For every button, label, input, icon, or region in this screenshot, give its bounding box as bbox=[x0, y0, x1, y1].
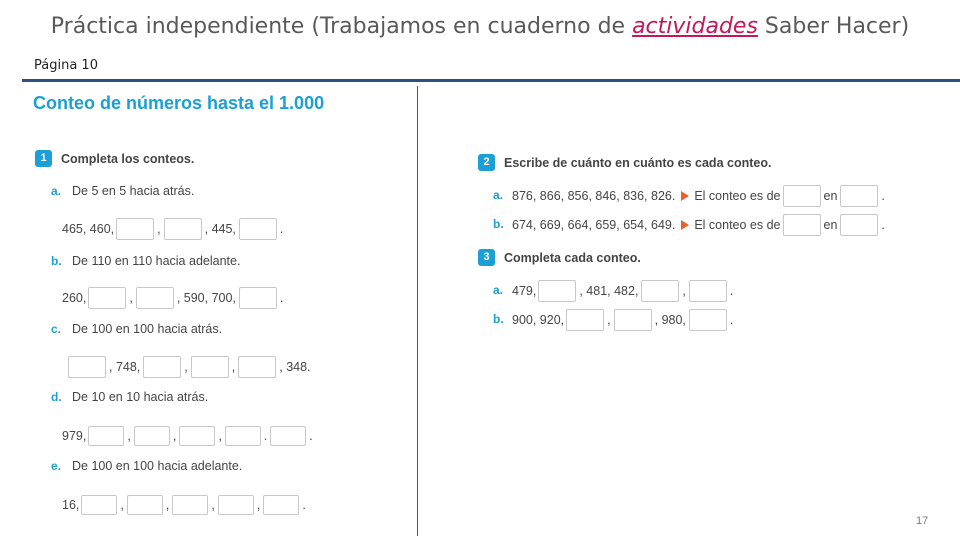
exercise-2-badge: 2 bbox=[478, 154, 495, 171]
seq-text: , bbox=[607, 313, 611, 327]
answer-box[interactable] bbox=[239, 218, 277, 240]
seq-text: , bbox=[218, 429, 222, 443]
seq-text: , 590, 700, bbox=[176, 291, 236, 305]
seq-text: , bbox=[231, 360, 236, 374]
answer-box[interactable] bbox=[136, 287, 174, 309]
ex1-c-sequence bbox=[66, 355, 312, 379]
ex3-a-letter: a. bbox=[493, 283, 504, 297]
exercise-1-title: Completa los conteos. bbox=[61, 152, 195, 166]
ex1-b-sequence bbox=[62, 286, 284, 310]
answer-box[interactable] bbox=[538, 280, 576, 302]
seq-text: , bbox=[184, 360, 188, 374]
seq-text: . bbox=[263, 429, 268, 443]
header-divider bbox=[22, 79, 960, 82]
ex3-a-sequence bbox=[512, 279, 734, 303]
answer-box[interactable] bbox=[68, 356, 106, 378]
answer-box[interactable] bbox=[164, 218, 202, 240]
seq-text: , 445, bbox=[204, 222, 236, 236]
seq-text: . bbox=[881, 189, 885, 203]
answer-box[interactable] bbox=[143, 356, 181, 378]
seq-text: 16, bbox=[62, 498, 80, 512]
seq-text: , bbox=[256, 498, 261, 512]
answer-box[interactable] bbox=[179, 426, 215, 446]
seq-text: , 748, bbox=[109, 360, 141, 374]
seq-text: 900, 920, bbox=[512, 313, 565, 327]
seq-text: 979, bbox=[62, 429, 87, 443]
answer-box[interactable] bbox=[263, 495, 299, 515]
answer-box[interactable] bbox=[270, 426, 306, 446]
seq-text: , bbox=[129, 291, 133, 305]
seq-text: . bbox=[302, 498, 306, 512]
ex1-b-letter: b. bbox=[51, 254, 62, 268]
answer-box[interactable] bbox=[641, 280, 679, 302]
answer-box[interactable] bbox=[566, 309, 604, 331]
seq-text: El conteo es de bbox=[694, 218, 781, 232]
seq-text: 479, bbox=[512, 284, 537, 298]
slide-title bbox=[0, 14, 960, 39]
ex1-d-instruction: De 10 en 10 hacia atrás. bbox=[72, 390, 209, 404]
ex1-c-letter: c. bbox=[51, 322, 62, 336]
seq-text: . bbox=[729, 313, 734, 327]
seq-text: , 348. bbox=[279, 360, 311, 374]
answer-box[interactable] bbox=[783, 185, 821, 207]
answer-box[interactable] bbox=[689, 309, 727, 331]
exercise-2-title: Escribe de cuánto en cuánto es cada conteo. bbox=[504, 156, 772, 170]
seq-text: . bbox=[279, 222, 284, 236]
title-text-start: Práctica independiente (Trabajamos en cuaderno de bbox=[50, 14, 633, 39]
ex3-b-sequence bbox=[512, 308, 734, 332]
title-highlight-word: actividades bbox=[632, 14, 758, 39]
answer-box[interactable] bbox=[127, 495, 163, 515]
ex2-a-letter: a. bbox=[493, 188, 504, 202]
answer-box[interactable] bbox=[840, 214, 878, 236]
answer-box[interactable] bbox=[88, 426, 124, 446]
arrow-right-icon bbox=[681, 220, 689, 230]
answer-box[interactable] bbox=[225, 426, 261, 446]
ex1-c-instruction: De 100 en 100 hacia atrás. bbox=[72, 322, 223, 336]
ex1-e-instruction: De 100 en 100 hacia adelante. bbox=[72, 459, 243, 473]
ex1-a-letter: a. bbox=[51, 184, 62, 198]
section-title: Conteo de números hasta el 1.000 bbox=[33, 93, 325, 113]
answer-box[interactable] bbox=[134, 426, 170, 446]
seq-text: , bbox=[165, 498, 170, 512]
seq-text: , 980, bbox=[654, 313, 686, 327]
seq-text: , bbox=[172, 429, 177, 443]
arrow-right-icon bbox=[681, 191, 689, 201]
seq-text: en bbox=[823, 218, 838, 232]
exercise-3-badge: 3 bbox=[478, 249, 495, 266]
answer-box[interactable] bbox=[172, 495, 208, 515]
page-label: Página 10 bbox=[34, 58, 98, 73]
answer-box[interactable] bbox=[840, 185, 878, 207]
title-text-end: Saber Hacer) bbox=[757, 14, 910, 39]
answer-box[interactable] bbox=[783, 214, 821, 236]
answer-box[interactable] bbox=[88, 287, 126, 309]
seq-text: , bbox=[127, 429, 131, 443]
answer-box[interactable] bbox=[218, 495, 254, 515]
answer-box[interactable] bbox=[116, 218, 154, 240]
seq-text: 674, 669, 664, 659, 654, 649. bbox=[512, 218, 676, 232]
seq-text: . bbox=[309, 429, 313, 443]
seq-text: . bbox=[279, 291, 284, 305]
seq-text: El conteo es de bbox=[694, 189, 781, 203]
seq-text: 876, 866, 856, 846, 836, 826. bbox=[512, 189, 676, 203]
seq-text: , bbox=[120, 498, 124, 512]
exercise-3-title: Completa cada conteo. bbox=[504, 251, 641, 265]
answer-box[interactable] bbox=[689, 280, 727, 302]
seq-text: 260, bbox=[62, 291, 87, 305]
ex2-b-sequence bbox=[512, 213, 886, 237]
answer-box[interactable] bbox=[614, 309, 652, 331]
seq-text: 465, 460, bbox=[62, 222, 115, 236]
seq-text: , 481, 482, bbox=[579, 284, 639, 298]
ex1-b-instruction: De 110 en 110 hacia adelante. bbox=[72, 254, 241, 268]
exercise-1-badge: 1 bbox=[35, 150, 52, 167]
seq-text: . bbox=[881, 218, 885, 232]
answer-box[interactable] bbox=[239, 287, 277, 309]
seq-text: en bbox=[823, 189, 838, 203]
ex1-a-sequence bbox=[62, 217, 284, 241]
ex1-a-instruction: De 5 en 5 hacia atrás. bbox=[72, 184, 195, 198]
ex1-e-letter: e. bbox=[51, 459, 62, 473]
ex2-b-letter: b. bbox=[493, 217, 504, 231]
seq-text: . bbox=[729, 284, 734, 298]
answer-box[interactable] bbox=[191, 356, 229, 378]
ex1-e-sequence bbox=[62, 493, 307, 517]
ex1-d-sequence bbox=[62, 424, 314, 448]
page-number: 17 bbox=[916, 515, 929, 527]
seq-text: , bbox=[682, 284, 686, 298]
seq-text: , bbox=[157, 222, 161, 236]
ex1-d-letter: d. bbox=[51, 390, 62, 404]
answer-box[interactable] bbox=[238, 356, 276, 378]
column-divider bbox=[417, 86, 418, 536]
ex2-a-sequence bbox=[512, 184, 886, 208]
seq-text: , bbox=[211, 498, 215, 512]
answer-box[interactable] bbox=[81, 495, 117, 515]
ex3-b-letter: b. bbox=[493, 312, 504, 326]
